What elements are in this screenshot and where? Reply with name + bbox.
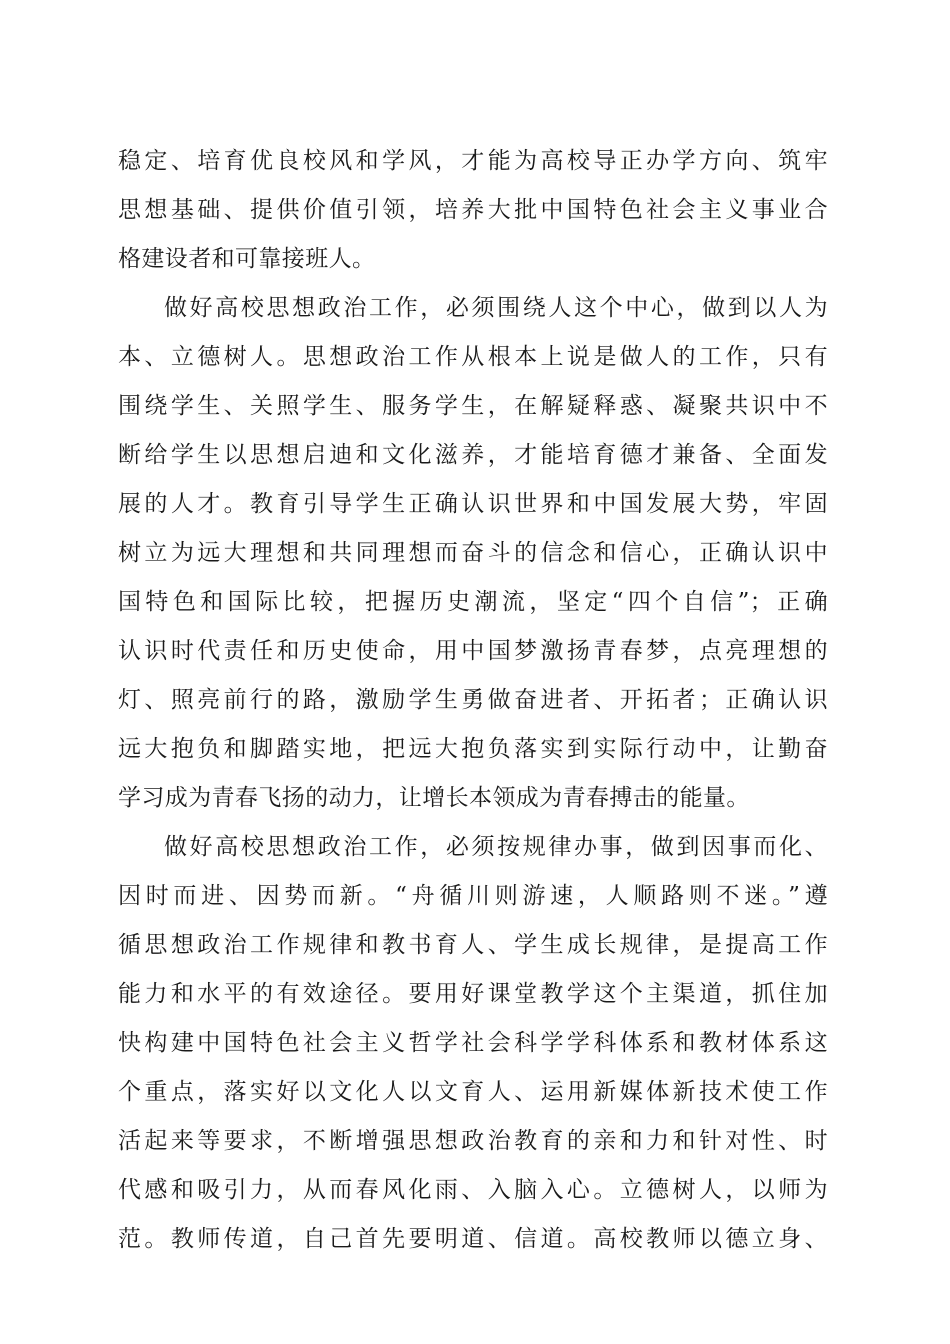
text-line: 灯、照亮前行的路，激励学生勇做奋进者、开拓者；正确认识 bbox=[118, 687, 828, 713]
paragraph-3 bbox=[118, 823, 828, 1264]
text-line: 范。教师传道，自己首先要明道、信道。高校教师以德立身、 bbox=[118, 1226, 828, 1252]
text-line: 做好高校思想政治工作，必须按规律办事，做到因事而化、 bbox=[164, 834, 828, 860]
text-line: 因时而进、因势而新。“舟循川则游速，人顺路则不迷。”遵 bbox=[118, 883, 828, 909]
text-line: 国特色和国际比较，把握历史潮流，坚定“四个自信”；正确 bbox=[118, 589, 828, 615]
text-line: 代感和吸引力，从而春风化雨、入脑入心。立德树人，以师为 bbox=[118, 1177, 828, 1203]
paragraph-2 bbox=[118, 284, 828, 823]
text-line: 断给学生以思想启迪和文化滋养，才能培育德才兼备、全面发 bbox=[118, 442, 828, 468]
text-line: 格建设者和可靠接班人。 bbox=[118, 246, 376, 272]
text-line: 思想基础、提供价值引领，培养大批中国特色社会主义事业合 bbox=[118, 197, 828, 223]
text-line: 活起来等要求，不断增强思想政治教育的亲和力和针对性、时 bbox=[118, 1128, 828, 1154]
text-line: 认识时代责任和历史使命，用中国梦激扬青春梦，点亮理想的 bbox=[118, 638, 828, 664]
document-body bbox=[118, 137, 828, 1264]
paragraph-1 bbox=[118, 137, 828, 284]
text-line: 远大抱负和脚踏实地，把远大抱负落实到实际行动中，让勤奋 bbox=[118, 736, 828, 762]
text-line: 稳定、培育优良校风和学风，才能为高校导正办学方向、筑牢 bbox=[118, 148, 828, 174]
text-line: 能力和水平的有效途径。要用好课堂教学这个主渠道，抓住加 bbox=[118, 981, 828, 1007]
text-line: 树立为远大理想和共同理想而奋斗的信念和信心，正确认识中 bbox=[118, 540, 828, 566]
text-line: 个重点，落实好以文化人以文育人、运用新媒体新技术使工作 bbox=[118, 1079, 828, 1105]
text-line: 围绕学生、关照学生、服务学生，在解疑释惑、凝聚共识中不 bbox=[118, 393, 828, 419]
text-line: 展的人才。教育引导学生正确认识世界和中国发展大势，牢固 bbox=[118, 491, 828, 517]
text-line: 循思想政治工作规律和教书育人、学生成长规律，是提高工作 bbox=[118, 932, 828, 958]
text-line: 学习成为青春飞扬的动力，让增长本领成为青春搏击的能量。 bbox=[118, 785, 750, 811]
text-line: 做好高校思想政治工作，必须围绕人这个中心，做到以人为 bbox=[164, 295, 828, 321]
text-line: 快构建中国特色社会主义哲学社会科学学科体系和教材体系这 bbox=[118, 1030, 828, 1056]
text-line: 本、立德树人。思想政治工作从根本上说是做人的工作，只有 bbox=[118, 344, 828, 370]
